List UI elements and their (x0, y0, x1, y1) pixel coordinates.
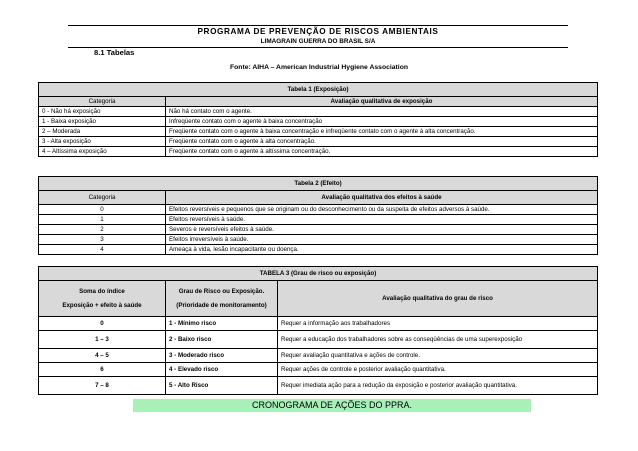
table1-cell-desc: Freqüente contato com o agente à alta concentração. (166, 137, 598, 147)
table3-col-sum (39, 281, 166, 317)
table2-cell-desc: Ameaça à vida, lesão incapacitante ou doença. (166, 245, 598, 255)
table1-col-category: Categoria (39, 97, 166, 107)
table3-col-eval: Avaliação qualitativa do grau de risco (278, 281, 598, 317)
table-row (39, 331, 598, 349)
document-title: PROGRAMA DE PREVENÇÃO DE RISCOS AMBIENTAIS (197, 27, 439, 36)
table2-col-eval: Avaliação qualitativa dos efeitos à saúde (166, 191, 598, 205)
table-row (39, 147, 598, 157)
table-row (39, 137, 598, 147)
table-row (39, 377, 598, 395)
table2-cell-category: 2 (39, 225, 166, 235)
table3-cell-desc: Requer imediata ação para a redução da exposição e posterior avaliação quantitativa. (278, 377, 598, 395)
table1-cell-desc: Infreqüente contato com o agente à baixa concentração (166, 117, 598, 127)
table1-cell-desc: Freqüente contato com o agente à altíssima concentração. (166, 147, 598, 157)
table2-cell-desc: Efeitos irreversíveis à saúde. (166, 235, 598, 245)
section-heading: 8.1 Tabelas (94, 48, 135, 57)
table1-title: Tabela 1 (Exposição) (39, 83, 598, 97)
table-row (39, 317, 598, 331)
table-risk-grade (38, 266, 598, 395)
table1-cell-desc: Freqüente contato com o agente à baixa concentração e infreqüente contato com o agente à alta concentração. (166, 127, 598, 137)
table2-title: Tabela 2 (Efeito) (39, 177, 598, 191)
table3-cell-sum: 6 (39, 363, 166, 377)
table3-cell-sum: 4 – 5 (39, 349, 166, 363)
table3-cell-desc: Requer avaliação quantitativa e ações de controle. (278, 349, 598, 363)
table3-col-grade-line1: Grau de Risco ou Exposição. (178, 287, 265, 295)
header-top-rule (68, 25, 568, 26)
table-effect (38, 176, 598, 255)
table1-col-eval: Avaliação qualitativa de exposição (166, 97, 598, 107)
table-row (39, 245, 598, 255)
table2-cell-category: 0 (39, 205, 166, 215)
table-row (39, 363, 598, 377)
table3-col-sum-line1: Soma do índice (79, 287, 125, 295)
table3-cell-grade: 1 - Mínimo risco (166, 317, 278, 331)
table2-col-category: Categoria (39, 191, 166, 205)
table3-col-grade (166, 281, 278, 317)
table-row (39, 117, 598, 127)
table3-col-grade-line2: (Prioridade de monitoramento) (176, 301, 267, 309)
table-row (39, 107, 598, 117)
company-name: LIMAGRAIN GUERRA DO BRASIL S/A (260, 38, 376, 45)
table-exposure (38, 82, 598, 157)
source-note: Fonte: AIHA – American Industrial Hygiene Association (229, 64, 408, 71)
table3-cell-grade: 4 - Elevado risco (166, 363, 278, 377)
table3-col-sum-line2: Exposição + efeito à saúde (62, 301, 142, 309)
table3-title: TABELA 3 (Grau de risco ou exposição) (39, 267, 598, 281)
table1-cell-desc: Não há contato com o agente. (166, 107, 598, 117)
table1-cell-category: 0 - Não há exposição (39, 107, 166, 117)
table2-cell-desc: Severos e reversíveis efeitos à saúde. (166, 225, 598, 235)
table1-cell-category: 3 - Alta exposição (39, 137, 166, 147)
table3-cell-grade: 5 - Alto Risco (166, 377, 278, 395)
table2-cell-category: 4 (39, 245, 166, 255)
header-bottom-rule (68, 47, 568, 48)
table-row (39, 127, 598, 137)
table1-cell-category: 2 – Moderada (39, 127, 166, 137)
table2-cell-category: 3 (39, 235, 166, 245)
table3-cell-desc: Requer a educação dos trabalhadores sobre as conseqüências de uma superexposição (278, 331, 598, 349)
table2-cell-category: 1 (39, 215, 166, 225)
table3-cell-desc: Requer a informação aos trabalhadores (278, 317, 598, 331)
table-row (39, 225, 598, 235)
table1-cell-category: 1 - Baixa exposição (39, 117, 166, 127)
table2-cell-desc: Efeitos reversíveis à saúde. (166, 215, 598, 225)
table-row (39, 215, 598, 225)
table-row (39, 235, 598, 245)
table-row (39, 205, 598, 215)
schedule-banner: CRONOGRAMA DE AÇÕES DO PPRA. (133, 399, 531, 412)
table3-cell-sum: 7 – 8 (39, 377, 166, 395)
table2-cell-desc: Efeitos reversíveis e pequenos que se originam ou do desconhecimento ou da suspeita de efeitos adversos à saúde. (166, 205, 598, 215)
table3-cell-grade: 2 - Baixo risco (166, 331, 278, 349)
table3-cell-desc: Requer ações de controle e posterior avaliação quantitativa. (278, 363, 598, 377)
table-row (39, 349, 598, 363)
table3-cell-grade: 3 - Moderado risco (166, 349, 278, 363)
table1-cell-category: 4 – Altíssima exposição (39, 147, 166, 157)
table3-cell-sum: 1 – 3 (39, 331, 166, 349)
table3-cell-sum: 0 (39, 317, 166, 331)
